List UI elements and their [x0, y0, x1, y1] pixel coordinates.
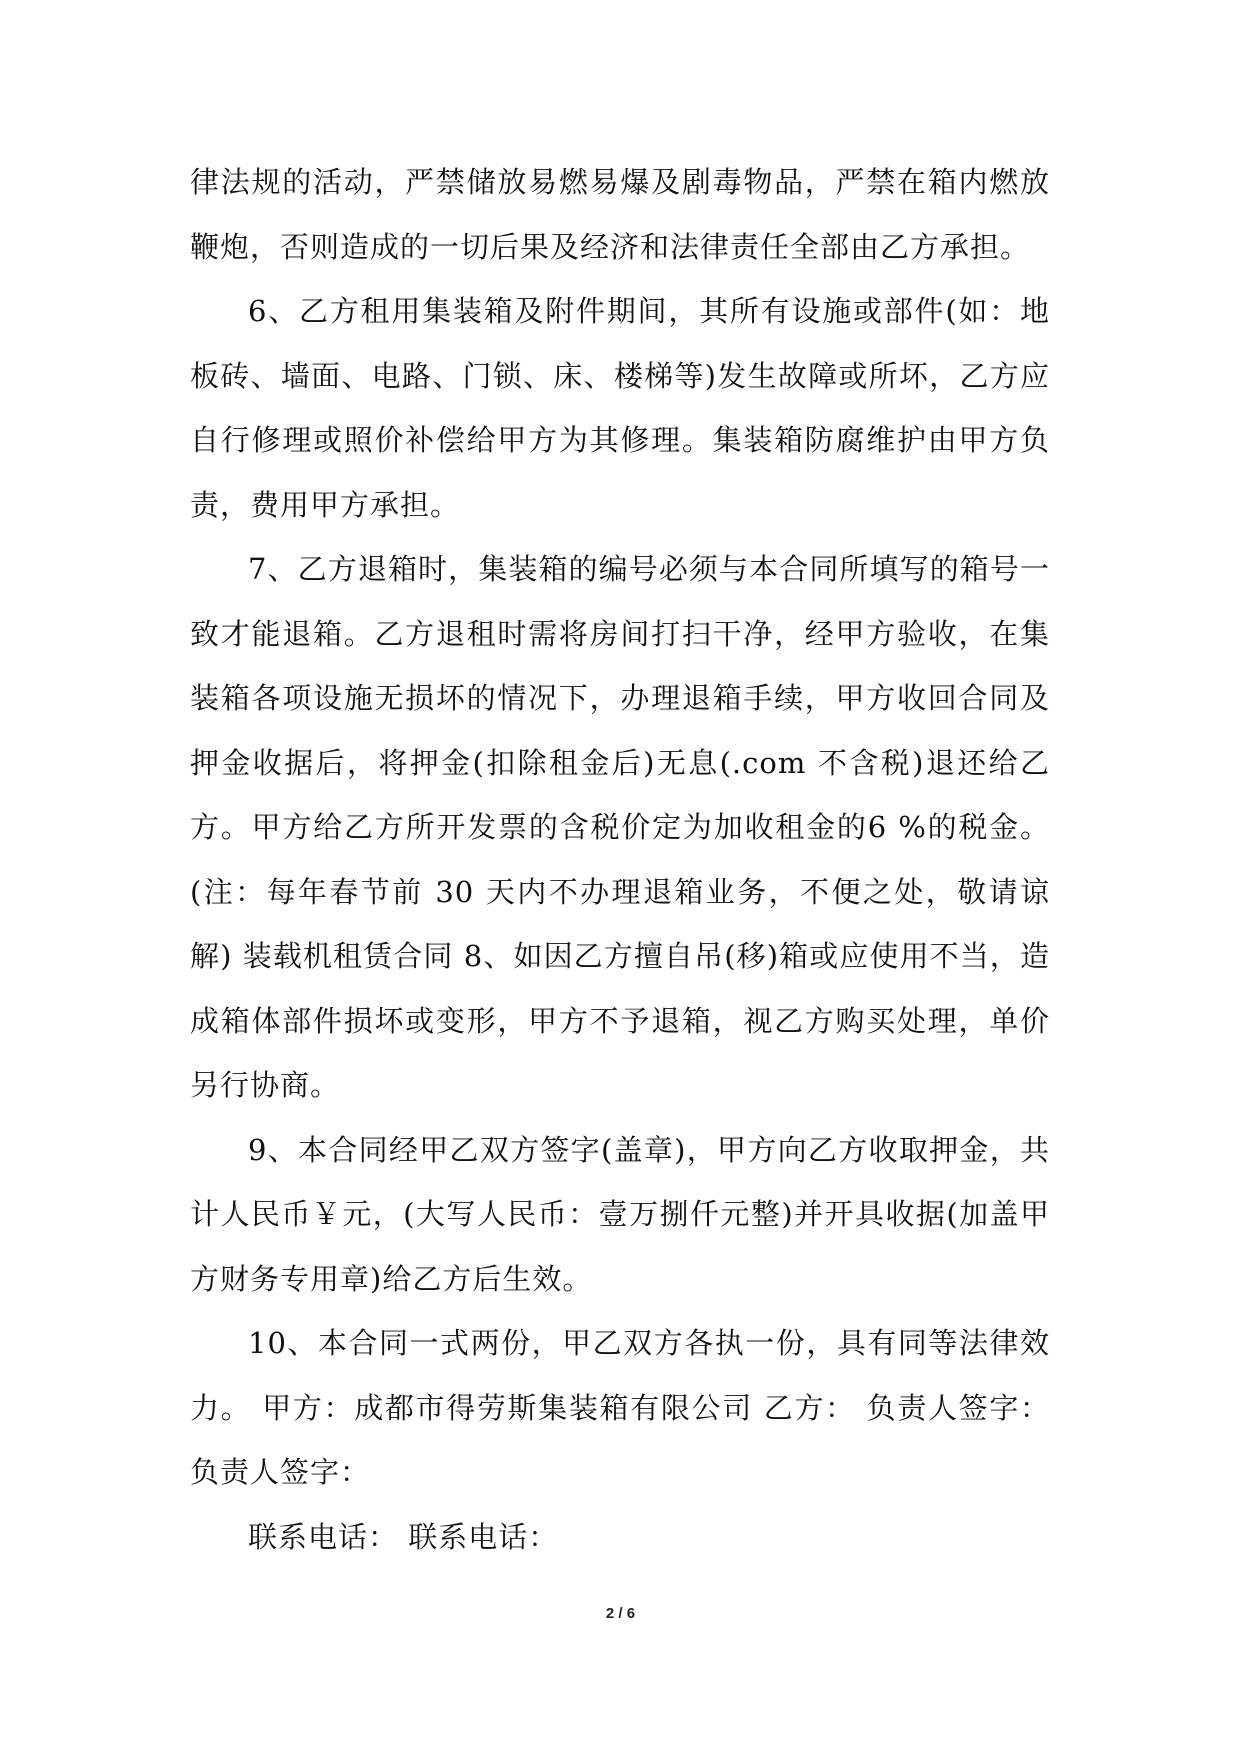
paragraph-clause-6: 6、乙方租用集装箱及附件期间，其所有设施或部件(如：地板砖、墙面、电路、门锁、床、楼梯等)发生故障或所坏，乙方应自行修理或照价补偿给甲方为其修理。集装箱防腐维护由甲方负责，费用甲方承担。: [190, 294, 1050, 522]
paragraph-clause-9: 9、本合同经甲乙双方签字(盖章)，甲方向乙方收取押金，共计人民币￥元，(大写人民币：壹万捌仟元整)并开具收据(加盖甲方财务专用章)给乙方后生效。: [190, 1132, 1050, 1296]
page-number: 2 / 6: [605, 1605, 636, 1622]
paragraph-contact: 联系电话： 联系电话：: [248, 1519, 559, 1554]
document-body: [190, 150, 1050, 1569]
paragraph-clause-10: 10、本合同一式两份，甲乙双方各执一份，具有同等法律效力。 甲方：成都市得劳斯集装箱有限公司 乙方： 负责人签字：负责人签字：: [190, 1326, 1050, 1489]
paragraph-continued: 律法规的活动，严禁储放易燃易爆及剧毒物品，严禁在箱内燃放鞭炮，否则造成的一切后果及经济和法律责任全部由乙方承担。: [190, 165, 1050, 264]
paragraph-clause-7: 7、乙方退箱时，集装箱的编号必须与本合同所填写的箱号一致才能退箱。乙方退租时需将房间打扫干净，经甲方验收，在集装箱各项设施无损坏的情况下，办理退箱手续，甲方收回合同及押金收据后，将押金(扣除租金后)无息(.com 不含税)退还给乙方。甲方给乙方所开发票的含税价定为加收租金的6 %的税金。(注：每年春节前 30 天内不办理退箱业务，不便之处，敬请谅解) 装载机租赁合同 8、如因乙方擅自吊(移)箱或应使用不当，造成箱体部件损坏或变形，甲方不予退箱，视乙方购买处理，单价另行协商。: [190, 552, 1050, 1102]
